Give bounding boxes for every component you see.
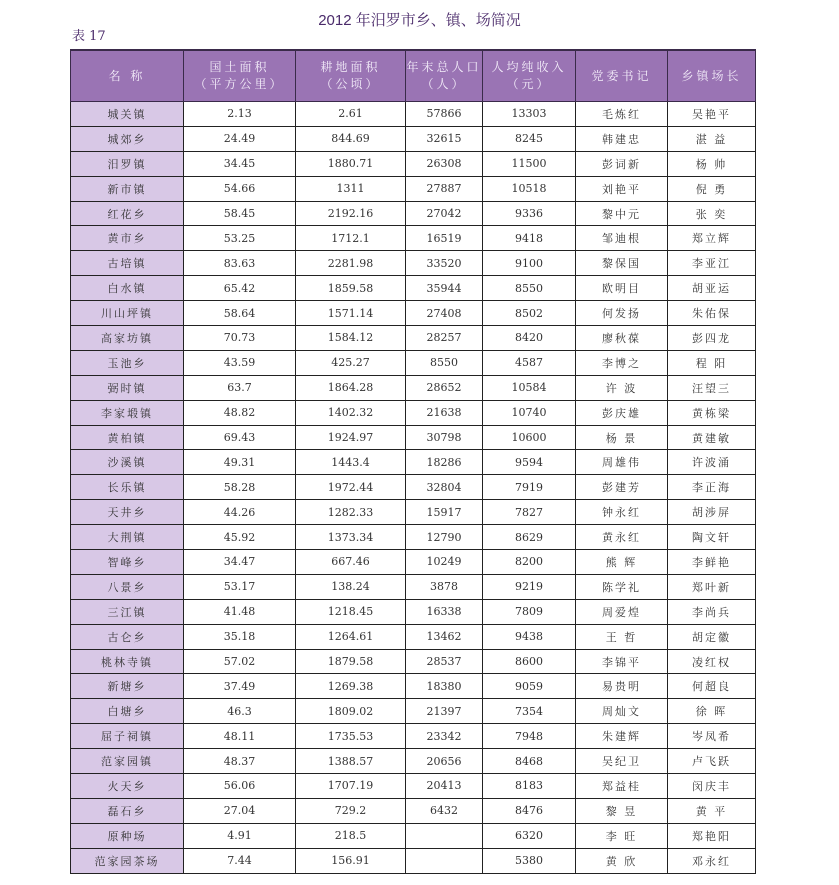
cell-party-secretary: 廖秋葆 [576, 326, 668, 351]
cell-income: 5380 [483, 848, 576, 873]
cell-income: 8420 [483, 326, 576, 351]
cell-income: 6320 [483, 823, 576, 848]
cell-party-secretary: 王 哲 [576, 624, 668, 649]
cell-land-area: 58.45 [184, 201, 296, 226]
cell-land-area: 53.25 [184, 226, 296, 251]
cell-name: 红花乡 [71, 201, 184, 226]
cell-income: 9594 [483, 450, 576, 475]
cell-name: 城关镇 [71, 102, 184, 127]
cell-income: 4587 [483, 350, 576, 375]
cell-farmland-area: 1864.28 [296, 375, 406, 400]
header-population [406, 50, 483, 102]
cell-name: 范家园茶场 [71, 848, 184, 873]
table-row [71, 126, 756, 151]
page-title: 2012 年汨罗市乡、镇、场简况 [318, 12, 521, 29]
cell-head: 黄建敏 [668, 425, 756, 450]
cell-land-area: 65.42 [184, 276, 296, 301]
cell-income: 7919 [483, 475, 576, 500]
cell-party-secretary: 郑益桂 [576, 774, 668, 799]
cell-income: 9059 [483, 674, 576, 699]
cell-party-secretary: 邹迪根 [576, 226, 668, 251]
cell-farmland-area: 1859.58 [296, 276, 406, 301]
cell-population: 33520 [406, 251, 483, 276]
cell-party-secretary: 钟永红 [576, 500, 668, 525]
cell-head: 湛 益 [668, 126, 756, 151]
cell-income: 7827 [483, 500, 576, 525]
cell-name: 天井乡 [71, 500, 184, 525]
cell-land-area: 24.49 [184, 126, 296, 151]
cell-population [406, 823, 483, 848]
table-row [71, 226, 756, 251]
cell-head: 胡亚运 [668, 276, 756, 301]
cell-name: 范家园镇 [71, 749, 184, 774]
header-name [71, 50, 184, 102]
cell-party-secretary: 欧明目 [576, 276, 668, 301]
table-row [71, 823, 756, 848]
cell-name: 汨罗镇 [71, 151, 184, 176]
cell-head: 陶文轩 [668, 525, 756, 550]
cell-head: 胡涉屏 [668, 500, 756, 525]
cell-name: 川山坪镇 [71, 301, 184, 326]
header-line: （元） [506, 77, 552, 91]
header-income [483, 50, 576, 102]
cell-population: 20656 [406, 749, 483, 774]
cell-land-area: 49.31 [184, 450, 296, 475]
cell-population [406, 848, 483, 873]
cell-name: 白塘乡 [71, 699, 184, 724]
cell-farmland-area: 2192.16 [296, 201, 406, 226]
cell-farmland-area: 1402.32 [296, 400, 406, 425]
table-row [71, 251, 756, 276]
cell-party-secretary: 周灿文 [576, 699, 668, 724]
cell-land-area: 48.37 [184, 749, 296, 774]
table-row [71, 550, 756, 575]
table-row [71, 774, 756, 799]
cell-income: 9219 [483, 574, 576, 599]
cell-income: 8600 [483, 649, 576, 674]
cell-name: 长乐镇 [71, 475, 184, 500]
header-line: 年末总人口 [406, 60, 482, 74]
cell-name: 黄市乡 [71, 226, 184, 251]
cell-farmland-area: 1712.1 [296, 226, 406, 251]
cell-income: 9100 [483, 251, 576, 276]
cell-head: 凌红权 [668, 649, 756, 674]
table-row [71, 201, 756, 226]
cell-population: 32615 [406, 126, 483, 151]
cell-farmland-area: 218.5 [296, 823, 406, 848]
cell-land-area: 2.13 [184, 102, 296, 127]
cell-head: 郑立辉 [668, 226, 756, 251]
header-line: （人） [421, 77, 467, 91]
table-number: 表 17 [72, 29, 106, 44]
cell-land-area: 37.49 [184, 674, 296, 699]
cell-farmland-area: 156.91 [296, 848, 406, 873]
cell-name: 李家塅镇 [71, 400, 184, 425]
cell-head: 汪望三 [668, 375, 756, 400]
table-row [71, 724, 756, 749]
cell-farmland-area: 1972.44 [296, 475, 406, 500]
cell-party-secretary: 毛炼红 [576, 102, 668, 127]
cell-land-area: 35.18 [184, 624, 296, 649]
cell-party-secretary: 许 波 [576, 375, 668, 400]
cell-farmland-area: 729.2 [296, 798, 406, 823]
cell-head: 朱佑保 [668, 301, 756, 326]
cell-name: 黄柏镇 [71, 425, 184, 450]
table-row [71, 276, 756, 301]
header-land-area [184, 50, 296, 102]
cell-land-area: 45.92 [184, 525, 296, 550]
cell-land-area: 57.02 [184, 649, 296, 674]
cell-name: 城郊乡 [71, 126, 184, 151]
cell-income: 10584 [483, 375, 576, 400]
cell-land-area: 44.26 [184, 500, 296, 525]
table-row [71, 475, 756, 500]
header-line: 名 称 [108, 68, 146, 83]
cell-head: 徐 晖 [668, 699, 756, 724]
table-row [71, 500, 756, 525]
cell-party-secretary: 朱建辉 [576, 724, 668, 749]
table-row [71, 450, 756, 475]
cell-party-secretary: 李 旺 [576, 823, 668, 848]
cell-income: 10600 [483, 425, 576, 450]
cell-name: 新市镇 [71, 176, 184, 201]
cell-population: 18286 [406, 450, 483, 475]
cell-income: 11500 [483, 151, 576, 176]
cell-name: 古仑乡 [71, 624, 184, 649]
cell-population: 20413 [406, 774, 483, 799]
table-row [71, 176, 756, 201]
cell-land-area: 58.64 [184, 301, 296, 326]
header-line: 国土面积 [209, 60, 270, 74]
table-row [71, 525, 756, 550]
cell-income: 7948 [483, 724, 576, 749]
cell-farmland-area: 844.69 [296, 126, 406, 151]
cell-population: 10249 [406, 550, 483, 575]
cell-income: 10518 [483, 176, 576, 201]
cell-income: 10740 [483, 400, 576, 425]
cell-population: 18380 [406, 674, 483, 699]
cell-farmland-area: 2281.98 [296, 251, 406, 276]
cell-income: 13303 [483, 102, 576, 127]
table-row [71, 599, 756, 624]
cell-head: 胡定徽 [668, 624, 756, 649]
header-line: 党委书记 [591, 68, 652, 83]
cell-head: 李正海 [668, 475, 756, 500]
cell-income: 7354 [483, 699, 576, 724]
cell-name: 弼时镇 [71, 375, 184, 400]
table-row [71, 350, 756, 375]
cell-party-secretary: 彭词新 [576, 151, 668, 176]
cell-population: 57866 [406, 102, 483, 127]
cell-population: 28537 [406, 649, 483, 674]
cell-name: 高家坊镇 [71, 326, 184, 351]
cell-party-secretary: 黄永红 [576, 525, 668, 550]
cell-party-secretary: 易贵明 [576, 674, 668, 699]
cell-land-area: 58.28 [184, 475, 296, 500]
cell-party-secretary: 黎保国 [576, 251, 668, 276]
cell-head: 倪 勇 [668, 176, 756, 201]
cell-party-secretary: 陈学礼 [576, 574, 668, 599]
cell-head: 何超良 [668, 674, 756, 699]
cell-farmland-area: 1264.61 [296, 624, 406, 649]
cell-population: 12790 [406, 525, 483, 550]
cell-farmland-area: 1443.4 [296, 450, 406, 475]
cell-party-secretary: 周雄伟 [576, 450, 668, 475]
cell-farmland-area: 1809.02 [296, 699, 406, 724]
cell-name: 火天乡 [71, 774, 184, 799]
cell-land-area: 34.45 [184, 151, 296, 176]
cell-name: 沙溪镇 [71, 450, 184, 475]
cell-population: 13462 [406, 624, 483, 649]
cell-population: 27042 [406, 201, 483, 226]
cell-population: 3878 [406, 574, 483, 599]
cell-head: 邓永红 [668, 848, 756, 873]
cell-name: 玉池乡 [71, 350, 184, 375]
cell-income: 9438 [483, 624, 576, 649]
table-row [71, 425, 756, 450]
cell-head: 郑叶新 [668, 574, 756, 599]
cell-income: 9336 [483, 201, 576, 226]
table-row [71, 400, 756, 425]
cell-head: 黄 平 [668, 798, 756, 823]
cell-population: 16519 [406, 226, 483, 251]
cell-income: 7809 [483, 599, 576, 624]
cell-party-secretary: 彭庆雄 [576, 400, 668, 425]
cell-farmland-area: 1269.38 [296, 674, 406, 699]
table-row [71, 574, 756, 599]
cell-head: 李亚江 [668, 251, 756, 276]
header-line: （平方公里） [194, 77, 285, 91]
table-row [71, 151, 756, 176]
cell-head: 杨 帅 [668, 151, 756, 176]
cell-population: 28652 [406, 375, 483, 400]
cell-population: 15917 [406, 500, 483, 525]
header-farmland-area [296, 50, 406, 102]
cell-name: 古培镇 [71, 251, 184, 276]
cell-name: 大荆镇 [71, 525, 184, 550]
header-line: 人均纯收入 [491, 60, 567, 74]
cell-farmland-area: 425.27 [296, 350, 406, 375]
cell-population: 27887 [406, 176, 483, 201]
cell-farmland-area: 1707.19 [296, 774, 406, 799]
cell-population: 27408 [406, 301, 483, 326]
cell-name: 新塘乡 [71, 674, 184, 699]
table-row [71, 301, 756, 326]
cell-population: 28257 [406, 326, 483, 351]
cell-farmland-area: 2.61 [296, 102, 406, 127]
header-party-secretary [576, 50, 668, 102]
cell-income: 8468 [483, 749, 576, 774]
cell-head: 彭四龙 [668, 326, 756, 351]
cell-farmland-area: 1282.33 [296, 500, 406, 525]
cell-land-area: 53.17 [184, 574, 296, 599]
cell-farmland-area: 1924.97 [296, 425, 406, 450]
cell-name: 桃林寺镇 [71, 649, 184, 674]
cell-party-secretary: 李锦平 [576, 649, 668, 674]
cell-party-secretary: 何发扬 [576, 301, 668, 326]
cell-head: 吴艳平 [668, 102, 756, 127]
cell-income: 8550 [483, 276, 576, 301]
cell-population: 35944 [406, 276, 483, 301]
cell-head: 黄栋梁 [668, 400, 756, 425]
cell-income: 8629 [483, 525, 576, 550]
cell-land-area: 56.06 [184, 774, 296, 799]
cell-head: 闵庆丰 [668, 774, 756, 799]
cell-party-secretary: 杨 景 [576, 425, 668, 450]
cell-income: 8476 [483, 798, 576, 823]
cell-population: 8550 [406, 350, 483, 375]
cell-party-secretary: 熊 辉 [576, 550, 668, 575]
cell-name: 三江镇 [71, 599, 184, 624]
cell-head: 郑艳阳 [668, 823, 756, 848]
header-head [668, 50, 756, 102]
cell-farmland-area: 138.24 [296, 574, 406, 599]
table-row [71, 699, 756, 724]
header-line: （公顷） [320, 77, 381, 91]
table-row [71, 102, 756, 127]
township-table [70, 49, 756, 874]
header-line: 耕地面积 [320, 60, 381, 74]
header-row [71, 50, 756, 102]
cell-farmland-area: 1388.57 [296, 749, 406, 774]
cell-land-area: 70.73 [184, 326, 296, 351]
cell-farmland-area: 1311 [296, 176, 406, 201]
cell-name: 屈子祠镇 [71, 724, 184, 749]
cell-population: 30798 [406, 425, 483, 450]
cell-head: 李鲜艳 [668, 550, 756, 575]
cell-farmland-area: 1735.53 [296, 724, 406, 749]
cell-head: 许波涌 [668, 450, 756, 475]
cell-population: 16338 [406, 599, 483, 624]
table-row [71, 798, 756, 823]
cell-head: 张 奕 [668, 201, 756, 226]
cell-party-secretary: 刘艳平 [576, 176, 668, 201]
cell-party-secretary: 吴纪卫 [576, 749, 668, 774]
cell-head: 李尚兵 [668, 599, 756, 624]
cell-farmland-area: 1373.34 [296, 525, 406, 550]
table-row [71, 749, 756, 774]
cell-land-area: 7.44 [184, 848, 296, 873]
cell-head: 岑凤希 [668, 724, 756, 749]
cell-farmland-area: 1584.12 [296, 326, 406, 351]
cell-party-secretary: 韩建忠 [576, 126, 668, 151]
cell-farmland-area: 1571.14 [296, 301, 406, 326]
cell-population: 23342 [406, 724, 483, 749]
cell-head: 卢飞跃 [668, 749, 756, 774]
table-row [71, 375, 756, 400]
cell-population: 26308 [406, 151, 483, 176]
table-row [71, 326, 756, 351]
cell-land-area: 48.82 [184, 400, 296, 425]
cell-name: 八景乡 [71, 574, 184, 599]
cell-land-area: 63.7 [184, 375, 296, 400]
cell-income: 8245 [483, 126, 576, 151]
cell-population: 6432 [406, 798, 483, 823]
cell-name: 白水镇 [71, 276, 184, 301]
table-row [71, 674, 756, 699]
cell-income: 8200 [483, 550, 576, 575]
cell-land-area: 4.91 [184, 823, 296, 848]
cell-land-area: 43.59 [184, 350, 296, 375]
cell-land-area: 34.47 [184, 550, 296, 575]
cell-land-area: 27.04 [184, 798, 296, 823]
cell-income: 9418 [483, 226, 576, 251]
cell-farmland-area: 667.46 [296, 550, 406, 575]
cell-name: 磊石乡 [71, 798, 184, 823]
cell-land-area: 54.66 [184, 176, 296, 201]
cell-party-secretary: 李博之 [576, 350, 668, 375]
table-row [71, 848, 756, 873]
cell-population: 21638 [406, 400, 483, 425]
cell-farmland-area: 1879.58 [296, 649, 406, 674]
table-row [71, 624, 756, 649]
header-line: 乡镇场长 [681, 68, 742, 83]
cell-population: 32804 [406, 475, 483, 500]
cell-income: 8502 [483, 301, 576, 326]
cell-land-area: 46.3 [184, 699, 296, 724]
cell-name: 原种场 [71, 823, 184, 848]
table-row [71, 649, 756, 674]
cell-land-area: 48.11 [184, 724, 296, 749]
cell-land-area: 83.63 [184, 251, 296, 276]
cell-party-secretary: 黎中元 [576, 201, 668, 226]
cell-farmland-area: 1218.45 [296, 599, 406, 624]
cell-party-secretary: 周爱煌 [576, 599, 668, 624]
cell-party-secretary: 黄 欣 [576, 848, 668, 873]
cell-population: 21397 [406, 699, 483, 724]
cell-party-secretary: 黎 昱 [576, 798, 668, 823]
cell-party-secretary: 彭建芳 [576, 475, 668, 500]
cell-land-area: 41.48 [184, 599, 296, 624]
cell-name: 智峰乡 [71, 550, 184, 575]
cell-income: 8183 [483, 774, 576, 799]
cell-farmland-area: 1880.71 [296, 151, 406, 176]
cell-land-area: 69.43 [184, 425, 296, 450]
cell-head: 程 阳 [668, 350, 756, 375]
